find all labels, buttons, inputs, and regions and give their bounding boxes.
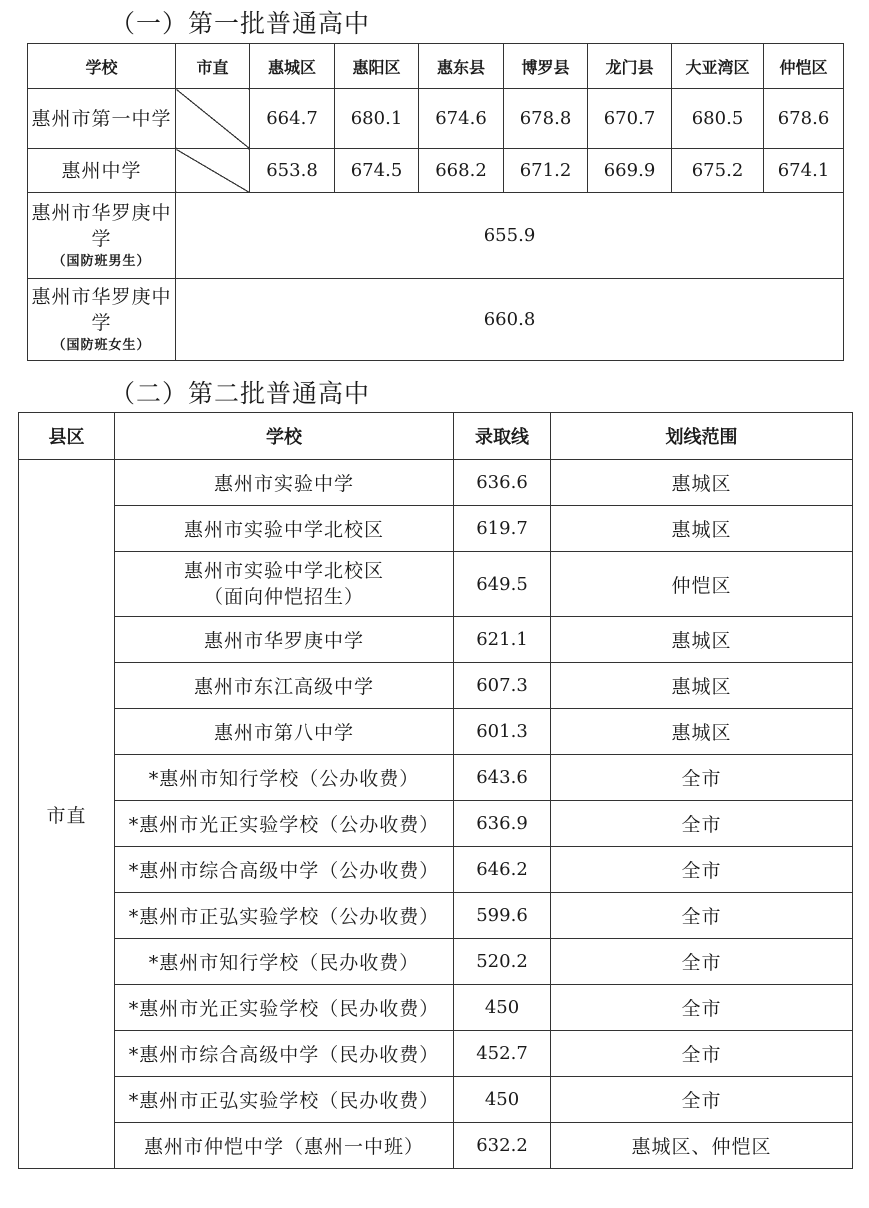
header-huiyang: 惠阳区 xyxy=(335,44,419,89)
table-row xyxy=(28,89,844,149)
school-name: 惠州市实验中学北校区 xyxy=(115,506,454,552)
school-name: 惠州市华罗庚中学 xyxy=(31,201,172,250)
table-row xyxy=(19,755,853,801)
table-row xyxy=(28,193,844,279)
school-name: 惠州市华罗庚中学 xyxy=(31,285,172,334)
header-huicheng: 惠城区 xyxy=(250,44,335,89)
score-cell: 671.2 xyxy=(504,149,588,193)
school-name: 惠州中学 xyxy=(28,149,176,193)
school-name: *惠州市综合高级中学（民办收费） xyxy=(115,1031,454,1077)
school-name: 惠州市第一中学 xyxy=(28,89,176,149)
district-cell: 市直 xyxy=(19,460,115,1169)
school-name-cell xyxy=(28,193,176,279)
score-cell: 674.1 xyxy=(764,149,844,193)
school-name: *惠州市综合高级中学（公办收费） xyxy=(115,847,454,893)
school-name: 惠州市实验中学北校区 xyxy=(183,560,384,582)
empty-diagonal-cell xyxy=(176,89,250,149)
school-name: *惠州市光正实验学校（公办收费） xyxy=(115,801,454,847)
table-header-row xyxy=(28,44,844,89)
range-cell: 全市 xyxy=(551,893,853,939)
score-cell: 450 xyxy=(454,985,551,1031)
first-batch-table xyxy=(27,43,844,361)
school-name: 惠州市华罗庚中学 xyxy=(115,617,454,663)
school-name-cell xyxy=(28,279,176,361)
range-cell: 全市 xyxy=(551,755,853,801)
score-cell: 653.8 xyxy=(250,149,335,193)
table-row xyxy=(19,985,853,1031)
header-school: 学校 xyxy=(115,413,454,460)
header-city-direct: 市直 xyxy=(176,44,250,89)
score-cell: 520.2 xyxy=(454,939,551,985)
school-note: （国防班女生） xyxy=(52,337,151,353)
table-row xyxy=(19,552,853,617)
table-row xyxy=(19,801,853,847)
score-cell: 601.3 xyxy=(454,709,551,755)
score-cell: 450 xyxy=(454,1077,551,1123)
section1-title: （一）第一批普通高中 xyxy=(110,9,371,38)
score-cell: 646.2 xyxy=(454,847,551,893)
score-cell: 452.7 xyxy=(454,1031,551,1077)
score-cell: 674.6 xyxy=(419,89,504,149)
score-cell: 680.5 xyxy=(672,89,764,149)
table-header-row xyxy=(19,413,853,460)
school-name: *惠州市正弘实验学校（公办收费） xyxy=(115,893,454,939)
score-cell: 621.1 xyxy=(454,617,551,663)
range-cell: 全市 xyxy=(551,939,853,985)
score-cell: 680.1 xyxy=(335,89,419,149)
range-cell: 惠城区 xyxy=(551,663,853,709)
school-name: *惠州市知行学校（民办收费） xyxy=(115,939,454,985)
score-cell: 660.8 xyxy=(176,279,844,361)
score-cell: 619.7 xyxy=(454,506,551,552)
school-name: *惠州市知行学校（公办收费） xyxy=(115,755,454,801)
school-name: 惠州市实验中学 xyxy=(115,460,454,506)
score-cell: 599.6 xyxy=(454,893,551,939)
section2-title: （二）第二批普通高中 xyxy=(110,379,371,408)
range-cell: 全市 xyxy=(551,847,853,893)
score-cell: 607.3 xyxy=(454,663,551,709)
range-cell: 惠城区、仲恺区 xyxy=(551,1123,853,1169)
score-cell: 632.2 xyxy=(454,1123,551,1169)
table-row xyxy=(19,460,853,506)
table-row xyxy=(19,617,853,663)
school-name-cell xyxy=(115,552,454,617)
header-boluo: 博罗县 xyxy=(504,44,588,89)
range-cell: 全市 xyxy=(551,985,853,1031)
header-school: 学校 xyxy=(28,44,176,89)
table-row xyxy=(19,939,853,985)
school-name: *惠州市光正实验学校（民办收费） xyxy=(115,985,454,1031)
empty-diagonal-cell xyxy=(176,149,250,193)
range-cell: 全市 xyxy=(551,801,853,847)
range-cell: 惠城区 xyxy=(551,460,853,506)
header-range: 划线范围 xyxy=(551,413,853,460)
table-row xyxy=(19,1123,853,1169)
table-row xyxy=(28,149,844,193)
table-row xyxy=(19,1077,853,1123)
score-cell: 678.8 xyxy=(504,89,588,149)
table-row xyxy=(19,506,853,552)
score-cell: 669.9 xyxy=(588,149,672,193)
table-row xyxy=(19,847,853,893)
table-row xyxy=(19,709,853,755)
score-cell: 678.6 xyxy=(764,89,844,149)
score-cell: 674.5 xyxy=(335,149,419,193)
range-cell: 全市 xyxy=(551,1031,853,1077)
score-cell: 636.9 xyxy=(454,801,551,847)
range-cell: 惠城区 xyxy=(551,709,853,755)
range-cell: 全市 xyxy=(551,1077,853,1123)
table-row xyxy=(28,279,844,361)
score-cell: 670.7 xyxy=(588,89,672,149)
header-cutoff: 录取线 xyxy=(454,413,551,460)
score-cell: 649.5 xyxy=(454,552,551,617)
header-huidong: 惠东县 xyxy=(419,44,504,89)
school-note: （国防班男生） xyxy=(52,253,151,269)
score-cell: 664.7 xyxy=(250,89,335,149)
range-cell: 惠城区 xyxy=(551,617,853,663)
school-note: （面向仲恺招生） xyxy=(203,586,364,608)
second-batch-table xyxy=(18,412,853,1169)
range-cell: 仲恺区 xyxy=(551,552,853,617)
score-cell: 643.6 xyxy=(454,755,551,801)
score-cell: 655.9 xyxy=(176,193,844,279)
table-row xyxy=(19,1031,853,1077)
range-cell: 惠城区 xyxy=(551,506,853,552)
header-longmen: 龙门县 xyxy=(588,44,672,89)
school-name: *惠州市正弘实验学校（民办收费） xyxy=(115,1077,454,1123)
score-cell: 675.2 xyxy=(672,149,764,193)
header-district: 县区 xyxy=(19,413,115,460)
table-row xyxy=(19,663,853,709)
school-name: 惠州市第八中学 xyxy=(115,709,454,755)
score-cell: 668.2 xyxy=(419,149,504,193)
school-name: 惠州市仲恺中学（惠州一中班） xyxy=(115,1123,454,1169)
school-name: 惠州市东江高级中学 xyxy=(115,663,454,709)
header-dayawan: 大亚湾区 xyxy=(672,44,764,89)
header-zhongkai: 仲恺区 xyxy=(764,44,844,89)
score-cell: 636.6 xyxy=(454,460,551,506)
table-row xyxy=(19,893,853,939)
